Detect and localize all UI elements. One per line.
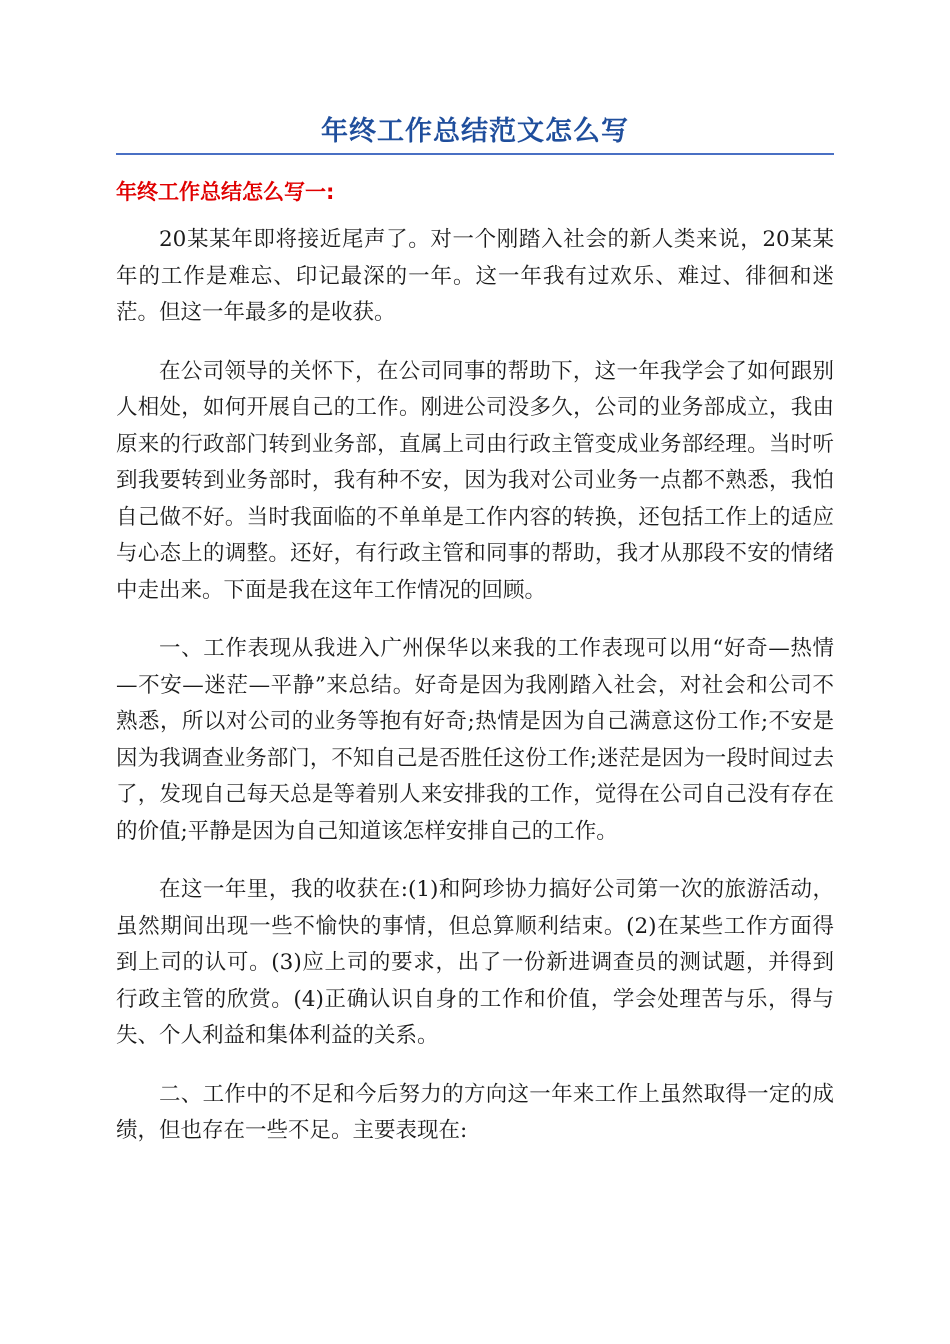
paragraph-work-performance: 一、工作表现从我进入广州保华以来我的工作表现可以用“好奇—热情—不安—迷茫—平静”来总结。好奇是因为我刚踏入社会，对社会和公司不熟悉，所以对公司的业务等抱有好奇;热情是因为自己满意这份工作;不安是因为我调查业务部门，不知自己是否胜任这份工作;迷茫是因为一段时间过去了，发现自己每天总是等着别人来安排我的工作，觉得在公司自己没有存在的价值;平静是因为自己知道该怎样安排自己的工作。 xyxy=(116,636,834,844)
paragraph-achievements: 在这一年里，我的收获在:(1)和阿珍协力搞好公司第一次的旅游活动，虽然期间出现一些不愉快的事情，但总算顺利结束。(2)在某些工作方面得到上司的认可。(3)应上司的要求，出了一份新进调查员的测试题，并得到行政主管的欣赏。(4)正确认识自身的工作和价值，学会处理苦与乐，得与失、个人利益和集体利益的关系。 xyxy=(116,877,834,1048)
title-underline xyxy=(116,153,834,155)
body-text xyxy=(116,222,834,1172)
paragraph-shortcomings: 二、工作中的不足和今后努力的方向这一年来工作上虽然取得一定的成绩，但也存在一些不足。主要表现在: xyxy=(116,1081,834,1143)
paragraph-intro: 20某某年即将接近尾声了。对一个刚踏入社会的新人类来说，20某某年的工作是难忘、印记最深的一年。这一年我有过欢乐、难过、徘徊和迷茫。但这一年最多的是收获。 xyxy=(116,227,834,325)
document-title: 年终工作总结范文怎么写 xyxy=(321,116,629,147)
paragraph-background: 在公司领导的关怀下，在公司同事的帮助下，这一年我学会了如何跟别人相处，如何开展自己的工作。刚进公司没多久，公司的业务部成立，我由原来的行政部门转到业务部，直属上司由行政主管变成业务部经理。当时听到我要转到业务部时，我有种不安，因为我对公司业务一点都不熟悉，我怕自己做不好。当时我面临的不单单是工作内容的转换，还包括工作上的适应与心态上的调整。还好，有行政主管和同事的帮助，我才从那段不安的情绪中走出来。下面是我在这年工作情况的回顾。 xyxy=(116,358,834,603)
section-heading: 年终工作总结怎么写一: xyxy=(116,180,335,204)
